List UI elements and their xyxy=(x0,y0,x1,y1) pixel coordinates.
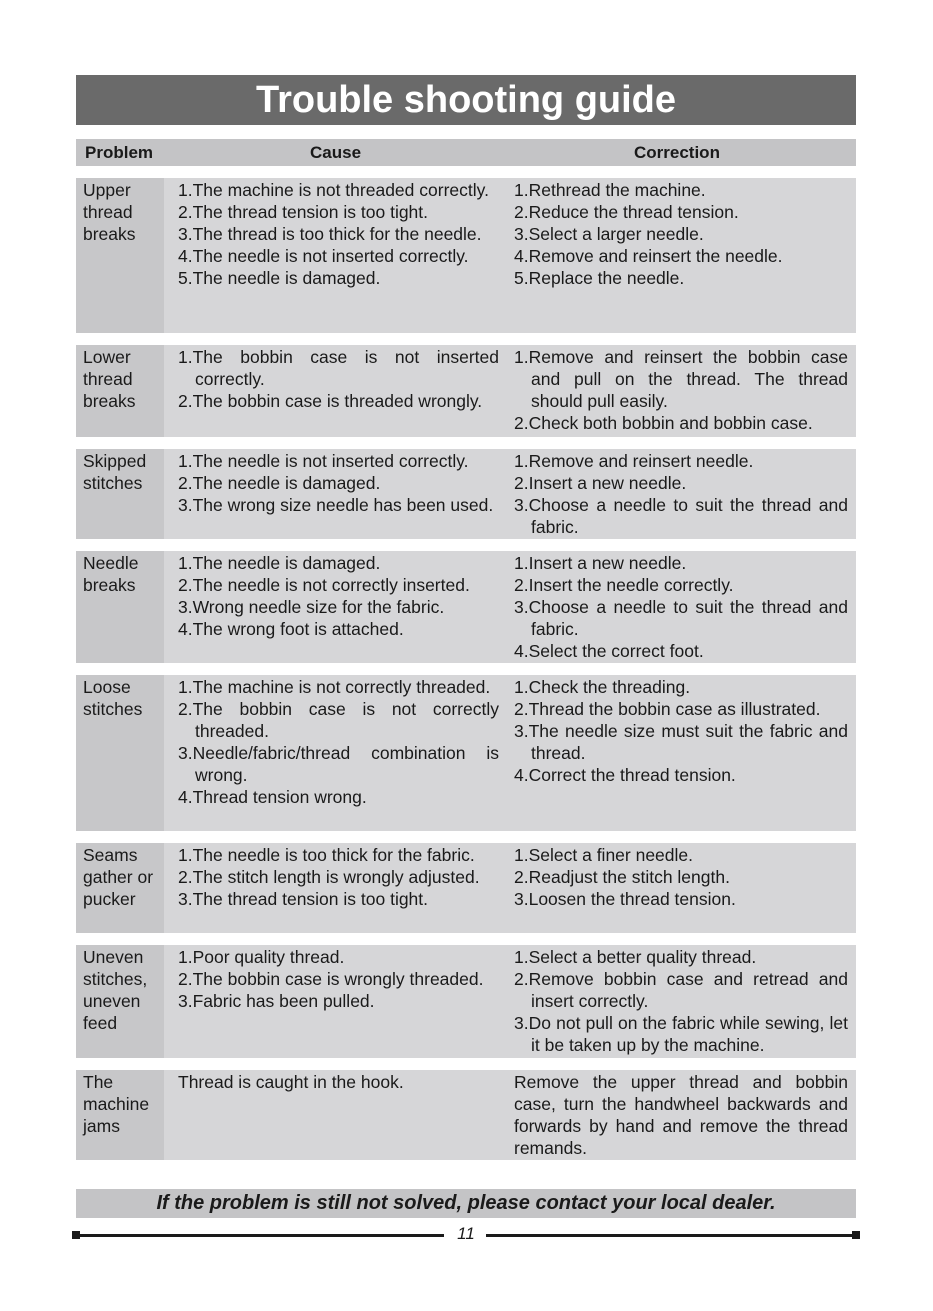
cause-item: 4.Thread tension wrong. xyxy=(178,787,367,807)
footer-note: If the problem is still not solved, please contact your local dealer. xyxy=(76,1189,856,1218)
table-row xyxy=(76,178,856,333)
correction-item: 3.Choose a needle to suit the thread and fabric. xyxy=(514,495,848,537)
cause-item: 1.Poor quality thread. xyxy=(178,947,345,967)
cause-item: 1.The machine is not threaded correctly. xyxy=(178,180,489,200)
correction-item: 1.Rethread the machine. xyxy=(514,180,706,200)
correction-cell xyxy=(514,179,848,289)
table-row xyxy=(76,675,856,831)
correction-item: 3.Choose a needle to suit the thread and fabric. xyxy=(514,597,848,639)
cause-item: 3.Fabric has been pulled. xyxy=(178,991,375,1011)
problem-cell: Loose stitches xyxy=(83,677,143,719)
correction-item: Remove the upper thread and bobbin case, turn the handwheel backwards and forwards by hand and remove the thread remands. xyxy=(514,1072,848,1158)
correction-item: 3.Do not pull on the fabric while sewing, let it be taken up by the machine. xyxy=(514,1013,848,1055)
cause-item: 1.The needle is not inserted correctly. xyxy=(178,451,469,471)
table-header xyxy=(76,139,856,166)
table-row xyxy=(76,945,856,1058)
correction-item: 2.Reduce the thread tension. xyxy=(514,202,739,222)
correction-item: 4.Select the correct foot. xyxy=(514,641,704,661)
cause-cell xyxy=(178,552,499,640)
correction-item: 1.Select a better quality thread. xyxy=(514,947,757,967)
problem-cell: Needle breaks xyxy=(83,553,139,595)
correction-item: 2.Readjust the stitch length. xyxy=(514,867,730,887)
cause-cell xyxy=(178,676,499,808)
cause-item: 2.The thread tension is too tight. xyxy=(178,202,429,222)
cause-item: 4.The wrong foot is attached. xyxy=(178,619,404,639)
correction-item: 4.Remove and reinsert the needle. xyxy=(514,246,783,266)
correction-cell xyxy=(514,946,848,1056)
cause-item: 2.The bobbin case is wrongly threaded. xyxy=(178,969,484,989)
problem-cell: Skipped stitches xyxy=(83,451,147,493)
cause-item: 5.The needle is damaged. xyxy=(178,268,381,288)
cause-cell xyxy=(178,1071,499,1093)
correction-item: 3.The needle size must suit the fabric and thread. xyxy=(514,721,848,763)
footer-line-left xyxy=(76,1234,444,1237)
header-cause: Cause xyxy=(310,143,362,162)
cause-cell xyxy=(178,346,499,412)
correction-item: 1.Remove and reinsert the bobbin case and pull on the thread. The thread should pull easily. xyxy=(514,347,848,411)
cause-item: 1.The needle is damaged. xyxy=(178,553,381,573)
correction-item: 2.Insert a new needle. xyxy=(514,473,687,493)
correction-item: 1.Insert a new needle. xyxy=(514,553,687,573)
cause-item: 3.The wrong size needle has been used. xyxy=(178,495,494,515)
problem-cell: Upper thread breaks xyxy=(83,180,136,244)
cause-item: 2.The bobbin case is threaded wrongly. xyxy=(178,391,483,411)
correction-item: 4.Correct the thread tension. xyxy=(514,765,736,785)
table-row xyxy=(76,345,856,437)
cause-cell xyxy=(178,946,499,1012)
cause-item: 2.The stitch length is wrongly adjusted. xyxy=(178,867,480,887)
cause-item: 1.The bobbin case is not inserted correctly. xyxy=(178,347,499,389)
correction-item: 3.Select a larger needle. xyxy=(514,224,704,244)
correction-item: 2.Thread the bobbin case as illustrated. xyxy=(514,699,821,719)
cause-cell xyxy=(178,179,499,289)
problem-cell: Uneven stitches, uneven feed xyxy=(83,947,148,1033)
correction-item: 5.Replace the needle. xyxy=(514,268,685,288)
cause-item: 4.The needle is not inserted correctly. xyxy=(178,246,469,266)
page-title: Trouble shooting guide xyxy=(76,75,856,125)
problem-cell: The machine jams xyxy=(83,1072,150,1136)
problem-cell: Seams gather or pucker xyxy=(83,845,154,909)
header-problem: Problem xyxy=(85,143,154,162)
cause-item: 2.The bobbin case is not correctly threaded. xyxy=(178,699,499,741)
correction-cell xyxy=(514,450,848,538)
footer-line-right xyxy=(486,1234,856,1237)
cause-item: 3.Wrong needle size for the fabric. xyxy=(178,597,445,617)
header-correction: Correction xyxy=(634,143,720,162)
correction-item: 3.Loosen the thread tension. xyxy=(514,889,736,909)
cause-cell xyxy=(178,450,499,516)
cause-item: 1.The machine is not correctly threaded. xyxy=(178,677,491,697)
cause-item: 1.The needle is too thick for the fabric. xyxy=(178,845,475,865)
table-row xyxy=(76,843,856,933)
table-row xyxy=(76,551,856,663)
correction-item: 2.Check both bobbin and bobbin case. xyxy=(514,413,813,433)
cause-item: 3.The thread is too thick for the needle. xyxy=(178,224,482,244)
correction-item: 1.Check the threading. xyxy=(514,677,691,697)
correction-item: 1.Select a finer needle. xyxy=(514,845,694,865)
correction-cell xyxy=(514,1071,848,1159)
problem-cell: Lower thread breaks xyxy=(83,347,136,411)
correction-cell xyxy=(514,676,848,786)
cause-item: 3.Needle/fabric/thread combination is wrong. xyxy=(178,743,499,785)
correction-item: 1.Remove and reinsert needle. xyxy=(514,451,754,471)
cause-item: 3.The thread tension is too tight. xyxy=(178,889,429,909)
correction-item: 2.Remove bobbin case and retread and insert correctly. xyxy=(514,969,848,1011)
cause-item: 2.The needle is damaged. xyxy=(178,473,381,493)
correction-cell xyxy=(514,552,848,662)
table-row xyxy=(76,449,856,539)
correction-item: 2.Insert the needle correctly. xyxy=(514,575,734,595)
footer-line-right-dot xyxy=(852,1231,860,1239)
cause-item: Thread is caught in the hook. xyxy=(178,1072,404,1092)
correction-cell xyxy=(514,346,848,434)
cause-item: 2.The needle is not correctly inserted. xyxy=(178,575,470,595)
page-number: 11 xyxy=(457,1224,475,1243)
table-row xyxy=(76,1070,856,1160)
cause-cell xyxy=(178,844,499,910)
correction-cell xyxy=(514,844,848,910)
